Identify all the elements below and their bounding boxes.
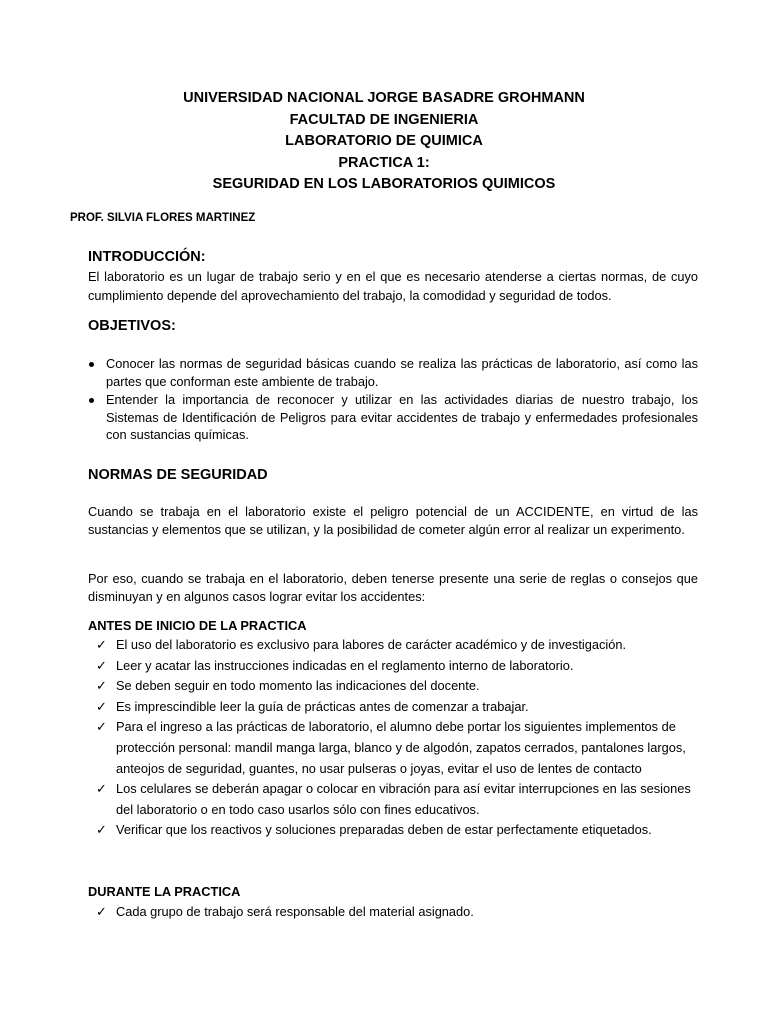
list-item-text: El uso del laboratorio es exclusivo para labores de carácter académico y de investigación. — [116, 637, 627, 652]
checkmark-icon: ✓ — [96, 904, 107, 919]
list-item — [88, 391, 698, 444]
durante-list — [96, 902, 696, 923]
normas-heading: NORMAS DE SEGURIDAD — [88, 467, 268, 483]
practice-number: PRACTICA 1: — [338, 154, 430, 171]
intro-heading: INTRODUCCIÓN: — [88, 249, 206, 265]
university-name: UNIVERSIDAD NACIONAL JORGE BASADRE GROHMANN — [183, 90, 585, 106]
list-item-text: Entender la importancia de reconocer y utilizar en las actividades diarias de nuestro trabajo, los Sistemas de Identificación de Peligros para evitar accidentes de trabajo y enfermedades profesionales con sustancias químicas. — [106, 392, 698, 442]
lab-name: LABORATORIO DE QUIMICA — [285, 133, 483, 149]
list-item — [96, 902, 696, 923]
durante-heading: DURANTE LA PRACTICA — [88, 884, 241, 899]
checkmark-icon: ✓ — [96, 698, 107, 714]
checkmark-icon: ✓ — [96, 719, 107, 735]
list-item-text: Se deben seguir en todo momento las indicaciones del docente. — [116, 678, 480, 694]
normas-paragraph-1: Cuando se trabaja en el laboratorio existe el peligro potencial de un ACCIDENTE, en virtud de las sustancias y elementos que se utilizan, y la posibilidad de cometer algún error al realizar un experimento. — [88, 504, 698, 537]
bullet-icon — [89, 362, 94, 367]
list-item-text: Conocer las normas de seguridad básicas cuando se realiza las prácticas de laboratorio, así como las partes que conforman este ambiente de trabajo. — [106, 356, 698, 389]
intro-paragraph: El laboratorio es un lugar de trabajo serio y en el que es necesario atenderse a ciertas normas, de cuyo cumplimiento depende del aprovechamiento del trabajo, la comodidad y seguridad de todos. — [88, 269, 698, 303]
normas-paragraph-2: Por eso, cuando se trabaja en el laboratorio, deben tenerse presente una serie de reglas o consejos que disminuyan y en algunos casos lograr evitar los accidentes: — [88, 571, 698, 604]
bullet-icon — [89, 398, 94, 403]
list-item — [88, 355, 698, 390]
list-item — [96, 656, 696, 677]
objetivos-list — [88, 355, 698, 444]
professor-name: PROF. SILVIA FLORES MARTINEZ — [70, 212, 256, 224]
faculty-name: FACULTAD DE INGENIERIA — [289, 111, 479, 128]
list-item — [96, 779, 696, 820]
list-item — [96, 676, 696, 697]
list-item — [96, 635, 696, 656]
practice-title: SEGURIDAD EN LOS LABORATORIOS QUIMICOS — [212, 176, 556, 192]
checkmark-icon: ✓ — [96, 781, 107, 797]
checkmark-icon: ✓ — [96, 637, 107, 652]
list-item — [96, 717, 696, 779]
list-item-text: Verificar que los reactivos y soluciones preparadas deben de estar perfectamente etiquetados. — [116, 822, 652, 838]
objetivos-heading: OBJETIVOS: — [88, 318, 176, 334]
list-item-text: Los celulares se deberán apagar o colocar en vibración para así evitar interrupciones en las sesiones del laboratorio o en todo caso usarlos sólo con fines educativos. — [116, 781, 691, 817]
list-item-text: Es imprescindible leer la guía de prácticas antes de comenzar a trabajar. — [116, 698, 529, 714]
list-item-text: Leer y acatar las instrucciones indicadas en el reglamento interno de laboratorio. — [116, 657, 574, 673]
list-item — [96, 820, 696, 841]
document-header — [0, 88, 768, 196]
antes-list — [96, 635, 696, 841]
checkmark-icon: ✓ — [96, 678, 107, 694]
checkmark-icon: ✓ — [96, 657, 107, 673]
list-item-text: Cada grupo de trabajo será responsable del material asignado. — [116, 904, 474, 919]
checkmark-icon: ✓ — [96, 822, 107, 838]
antes-heading: ANTES DE INICIO DE LA PRACTICA — [88, 618, 307, 633]
list-item-text: Para el ingreso a las prácticas de laboratorio, el alumno debe portar los siguientes implementos de protección personal: mandil manga larga, blanco y de algodón, zapatos cerrados, pantalones largos, anteojos de seguridad, guantes, no usar pulseras o joyas, evitar el uso de lentes de contacto — [116, 719, 686, 776]
list-item — [96, 697, 696, 718]
